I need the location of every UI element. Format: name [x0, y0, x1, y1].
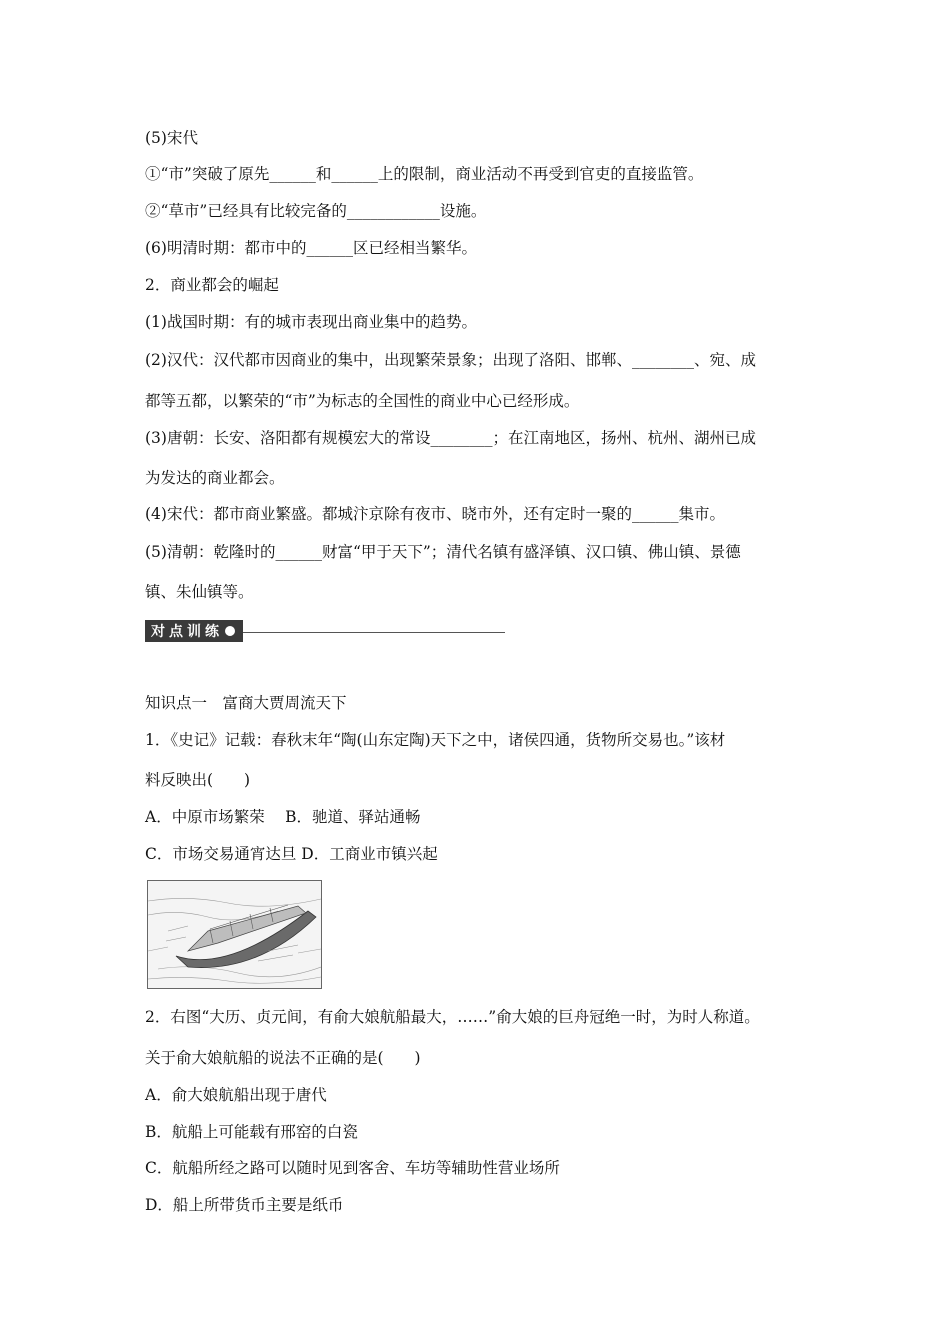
banner-divider	[243, 632, 505, 633]
question-2-stem-cont: 关于俞大娘航船的说法不正确的是( )	[145, 1049, 421, 1067]
question-1-stem: 1．《史记》记载：春秋末年“陶(山东定陶)天下之中，诸侯四通，货物所交易也。”该材	[145, 731, 726, 749]
bullet-icon	[225, 626, 235, 636]
ship-drawing	[148, 881, 321, 988]
text-line: (1)战国时期：有的城市表现出商业集中的趋势。	[145, 313, 477, 331]
fill-blank-line: (3)唐朝：长安、洛阳都有规模宏大的常设________；在江南地区，扬州、杭州、湖州已成	[145, 429, 756, 447]
question-2-stem: 2．右图“大历、贞元间，有俞大娘航船最大，……”俞大娘的巨舟冠绝一时，为时人称道。	[145, 1008, 760, 1026]
question-1-options-ab: A．中原市场繁荣 B．驰道、驿站通畅	[145, 808, 421, 826]
question-2-option-b: B．航船上可能载有邢窑的白瓷	[145, 1123, 358, 1141]
question-2-option-a: A．俞大娘航船出现于唐代	[145, 1086, 327, 1104]
fill-blank-line: (6)明清时期：都市中的______区已经相当繁华。	[145, 239, 477, 257]
fill-blank-line: (2)汉代：汉代都市因商业的集中，出现繁荣景象；出现了洛阳、邯郸、________、宛、成	[145, 351, 756, 369]
question-1-options-cd: C．市场交易通宵达旦 D．工商业市镇兴起	[145, 845, 438, 863]
text-line: 镇、朱仙镇等。	[145, 583, 254, 601]
question-2-option-d: D．船上所带货币主要是纸币	[145, 1196, 344, 1214]
practice-banner	[145, 620, 505, 642]
question-1-stem-cont: 料反映出( )	[145, 771, 251, 789]
knowledge-point-heading: 知识点一 富商大贾周流天下	[145, 694, 347, 712]
section-heading: 2．商业都会的崛起	[145, 276, 279, 294]
practice-banner-label	[145, 620, 243, 642]
question-2-option-c: C．航船所经之路可以随时见到客舍、车坊等辅助性营业场所	[145, 1159, 560, 1177]
ship-illustration	[147, 880, 322, 989]
fill-blank-line: (5)清朝：乾隆时的______财富“甲于天下”；清代名镇有盛泽镇、汉口镇、佛山镇、景德	[145, 543, 741, 561]
fill-blank-line: ②“草市”已经具有比较完备的____________设施。	[145, 202, 487, 220]
text-line: 为发达的商业都会。	[145, 469, 285, 487]
practice-banner-text: 对点训练	[151, 624, 223, 640]
subheading-song: (5)宋代	[145, 129, 198, 147]
fill-blank-line: ①“市”突破了原先______和______上的限制，商业活动不再受到官吏的直接监管。	[145, 165, 704, 183]
text-line: 都等五都，以繁荣的“市”为标志的全国性的商业中心已经形成。	[145, 392, 580, 410]
fill-blank-line: (4)宋代：都市商业繁盛。都城汴京除有夜市、晓市外，还有定时一聚的______集市。	[145, 505, 725, 523]
